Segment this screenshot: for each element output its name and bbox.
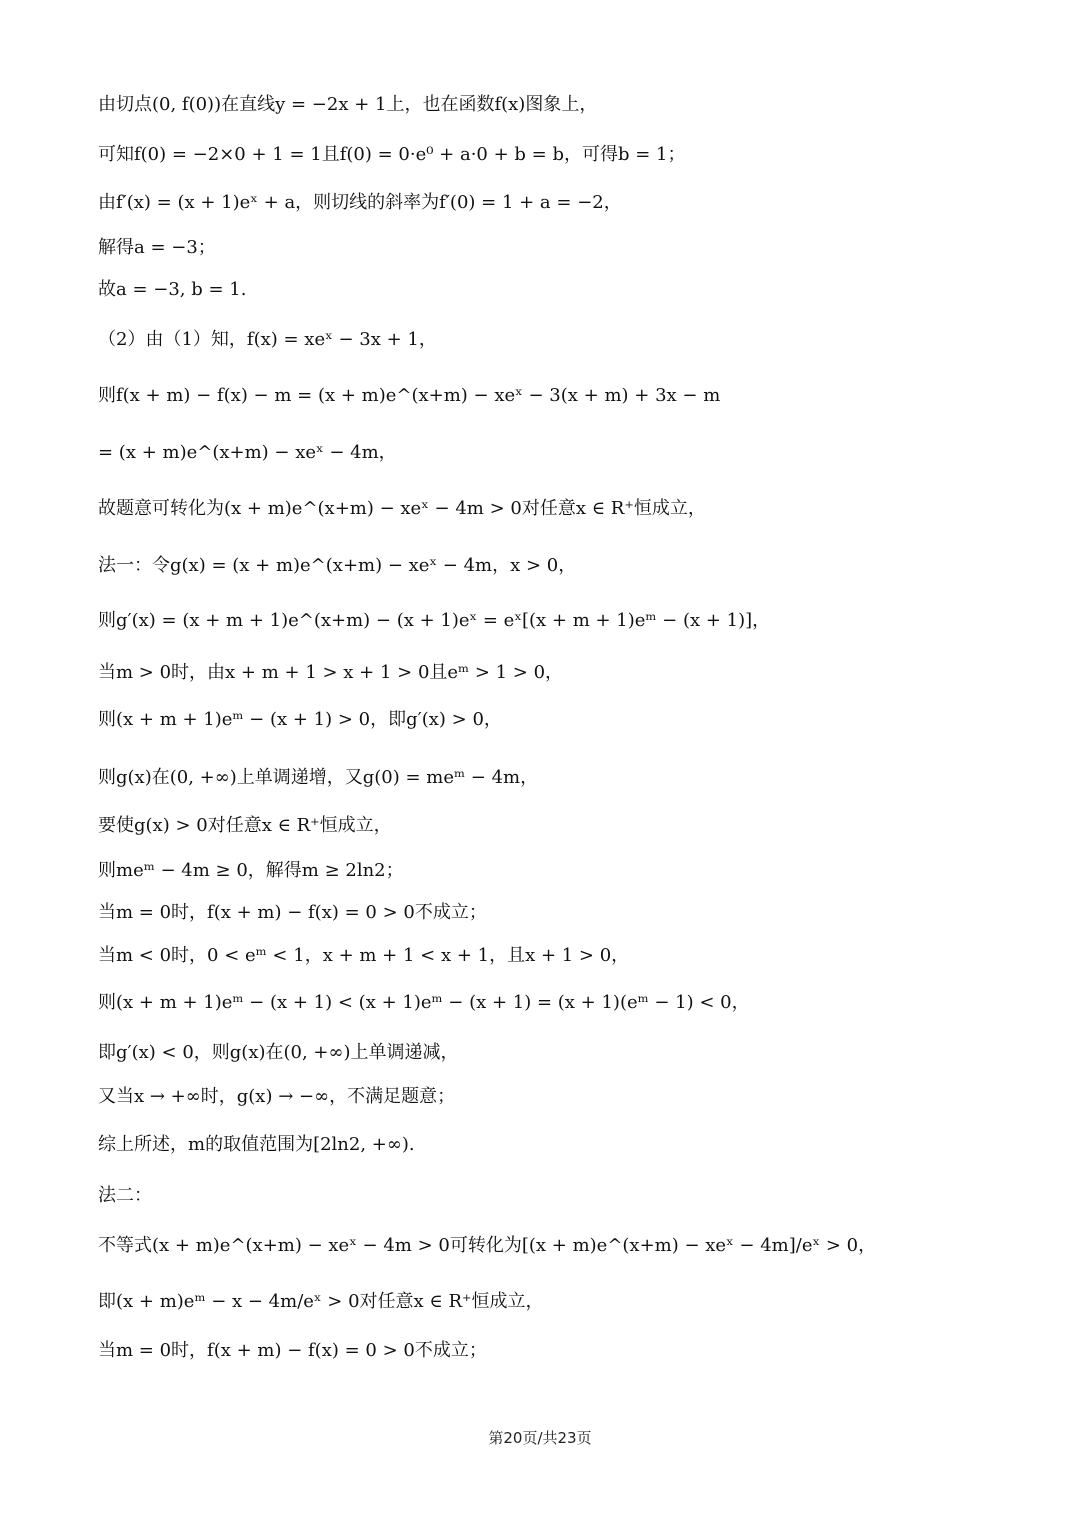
line-17: 当m = 0时，f(x + m) − f(x) = 0 > 0不成立； — [98, 902, 487, 923]
line-7: 则f(x + m) − f(x) − m = (x + m)e^(x+m) − xeˣ − 3(x + m) + 3x − m — [98, 385, 721, 406]
line-3: 由f′(x) = (x + 1)eˣ + a，则切线的斜率为f′(0) = 1 + a = −2， — [98, 192, 622, 213]
line-13: 则(x + m + 1)eᵐ − (x + 1) > 0，即g′(x) > 0， — [98, 709, 502, 730]
page-footer: 第20页/共23页 — [488, 1429, 592, 1447]
line-4: 解得a = −3； — [98, 237, 216, 258]
line-10: 法一：令g(x) = (x + m)e^(x+m) − xeˣ − 4m，x > 0， — [98, 555, 577, 576]
line-9: 故题意可转化为(x + m)e^(x+m) − xeˣ − 4m > 0对任意x ∈ R⁺恒成立， — [98, 498, 706, 519]
line-5: 故a = −3, b = 1. — [98, 279, 247, 300]
line-21: 又当x → +∞时，g(x) → −∞，不满足题意； — [98, 1086, 456, 1107]
line-23: 法二： — [98, 1185, 152, 1206]
line-22: 综上所述，m的取值范围为[2ln2, +∞). — [98, 1134, 415, 1155]
line-26: 当m = 0时，f(x + m) − f(x) = 0 > 0不成立； — [98, 1340, 487, 1361]
line-15: 要使g(x) > 0对任意x ∈ R⁺恒成立， — [98, 815, 392, 836]
line-16: 则meᵐ − 4m ≥ 0，解得m ≥ 2ln2； — [98, 860, 404, 881]
line-19: 则(x + m + 1)eᵐ − (x + 1) < (x + 1)eᵐ − (x + 1) = (x + 1)(eᵐ − 1) < 0， — [98, 992, 750, 1013]
line-6: （2）由（1）知，f(x) = xeˣ − 3x + 1， — [98, 329, 437, 350]
line-8: = (x + m)e^(x+m) − xeˣ − 4m， — [98, 442, 397, 463]
line-18: 当m < 0时，0 < eᵐ < 1，x + m + 1 < x + 1，且x + 1 > 0， — [98, 945, 630, 966]
line-24: 不等式(x + m)e^(x+m) − xeˣ − 4m > 0可转化为[(x + m)e^(x+m) − xeˣ − 4m]/eˣ > 0， — [98, 1235, 877, 1256]
line-25: 即(x + m)eᵐ − x − 4m/eˣ > 0对任意x ∈ R⁺恒成立， — [98, 1291, 544, 1312]
line-2: 可知f(0) = −2×0 + 1 = 1且f(0) = 0·e⁰ + a·0 + b = b，可得b = 1； — [98, 144, 686, 165]
line-14: 则g(x)在(0, +∞)上单调递增，又g(0) = meᵐ − 4m， — [98, 767, 539, 788]
line-12: 当m > 0时，由x + m + 1 > x + 1 > 0且eᵐ > 1 > 0， — [98, 662, 564, 683]
line-11: 则g′(x) = (x + m + 1)e^(x+m) − (x + 1)eˣ = eˣ[(x + m + 1)eᵐ − (x + 1)]， — [98, 610, 771, 631]
line-1: 由切点(0, f(0))在直线y = −2x + 1上，也在函数f(x)图象上， — [98, 94, 598, 115]
line-20: 即g′(x) < 0，则g(x)在(0, +∞)上单调递减， — [98, 1042, 459, 1063]
